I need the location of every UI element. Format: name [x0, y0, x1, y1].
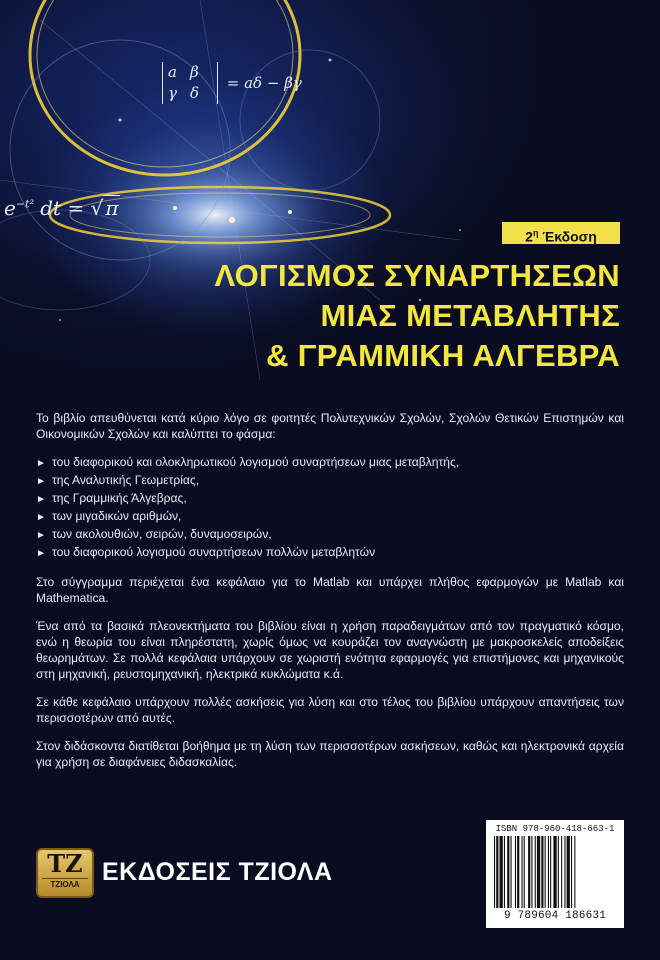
topic-text: του διαφορικού λογισμού συναρτήσεων πολλών μεταβλητών	[52, 545, 376, 559]
barcode-bar	[535, 836, 536, 908]
barcode-bar	[548, 836, 549, 908]
description-paragraph: Σε κάθε κεφάλαιο υπάρχουν πολλές ασκήσεις για λύση και στο τέλος του βιβλίου υπάρχουν απαντήσεις των περισσοτέρων από αυτές.	[36, 695, 624, 725]
barcode-bar	[524, 836, 525, 908]
publisher-name: ΕΚΔΟΣΕΙΣ ΤΖΙΟΛΑ	[102, 858, 333, 886]
edition-label: Έκδοση	[542, 228, 597, 245]
determinant-formula	[162, 62, 302, 104]
description-paragraph: Ένα από τα βασικά πλεονεκτήματα του βιβλίου είναι η χρήση παραδειγμάτων από τον πραγματικό κόσμο, ενώ η θεωρία του είναι πληρέστατη, χωρίς όμως να κουράζει τον αναγνώστη με μακροσκελείς αποδείξεις θεωρημάτων. Σε πολλά κεφάλαια υπάρχουν σε χωριστή ενότητα εφαρμογές για επιστήμονες και μηχανικούς στη μηχανική, ρευστομηχανική, ηλεκτρικά κυκλώματα κ.ά.	[36, 619, 624, 681]
book-title	[60, 256, 620, 376]
bullet-arrow-icon: ►	[36, 476, 46, 487]
bullet-arrow-icon: ►	[36, 548, 46, 559]
bullet-arrow-icon: ►	[36, 494, 46, 505]
topic-item	[36, 490, 624, 508]
barcode-bar	[515, 836, 516, 908]
publisher-logo	[36, 848, 94, 898]
gaussian-integral-formula	[4, 196, 120, 220]
barcode-bar	[494, 836, 495, 908]
logo-monogram: ΤΖ	[47, 849, 83, 878]
barcode-bar	[496, 836, 498, 908]
barcode-bar	[571, 836, 572, 908]
edition-superscript: η	[532, 228, 539, 238]
title-line-1: ΛΟΓΙΣΜΟΣ ΣΥΝΑΡΤΗΣΕΩΝ	[214, 258, 620, 293]
determinant-matrix	[162, 62, 218, 104]
topic-text: των ακολουθιών, σειρών, δυναμοσειρών,	[52, 527, 272, 541]
barcode-bar	[531, 836, 532, 908]
barcode-bar	[550, 836, 551, 908]
barcode-bar	[564, 836, 565, 908]
topic-item	[36, 472, 624, 490]
barcode-bar	[537, 836, 540, 908]
barcode-bar	[517, 836, 519, 908]
barcode-bars	[492, 836, 618, 910]
description-paragraph: Στο σύγγραμμα περιέχεται ένα κεφάλαιο για το Matlab και υπάρχει πλήθος εφαρμογών με Matlab και Mathematica.	[36, 575, 624, 605]
topic-item	[36, 454, 624, 472]
edition-number: 2	[525, 228, 533, 245]
description-paragraph: Στον διδάσκοντα διατίθεται βοήθημα με τη λύση των περισσοτέρων ασκήσεων, καθώς και ηλεκτρονικά αρχεία για χρήση σε διαφάνειες διδασκαλίας.	[36, 739, 624, 769]
integral-middle: dt =	[40, 196, 91, 220]
barcode-bar	[500, 836, 503, 908]
barcode-bar	[558, 836, 559, 908]
bullet-arrow-icon: ►	[36, 458, 46, 469]
matrix-cell: δ	[190, 84, 200, 102]
description-intro: Το βιβλίο απευθύνεται κατά κύριο λόγο σε φοιτητές Πολυτεχνικών Σχολών, Σχολών Θετικών Επιστημών και Οικονομικών Σχολών και καλύπτει το φάσμα:	[36, 411, 624, 441]
barcode-bar	[541, 836, 543, 908]
exp-base: e	[4, 196, 16, 220]
bullet-arrow-icon: ►	[36, 530, 46, 541]
isbn-barcode	[486, 820, 624, 928]
barcode-bar	[553, 836, 556, 908]
barcode-bar	[504, 836, 505, 908]
matrix-cell: β	[190, 63, 199, 81]
bullet-arrow-icon: ►	[36, 512, 46, 523]
sqrt-argument: π	[105, 196, 119, 220]
barcode-bar	[545, 836, 546, 908]
topic-text: του διαφορικού και ολοκληρωτικού λογισμού συναρτήσεων μιας μεταβλητής,	[52, 455, 460, 469]
topic-text: των μιγαδικών αριθμών,	[52, 509, 182, 523]
topic-item	[36, 526, 624, 544]
barcode-bar	[567, 836, 570, 908]
matrix-cell: γ	[168, 84, 177, 102]
barcode-bar	[522, 836, 523, 908]
barcode-bar	[574, 836, 575, 908]
topics-list	[36, 454, 624, 562]
barcode-bar	[528, 836, 530, 908]
title-line-3: & ΓΡΑΜΜΙΚΗ ΑΛΓΕΒΡΑ	[266, 338, 620, 373]
topic-text: της Αναλυτικής Γεωμετρίας,	[52, 473, 200, 487]
barcode-digits: 9 789604 186631	[503, 910, 607, 922]
barcode-bar	[507, 836, 509, 908]
book-description	[36, 410, 624, 782]
sqrt-symbol: √	[90, 196, 104, 220]
logo-text: ΤΖΙΟΛΑ	[42, 878, 88, 891]
isbn-label: ISBN 978-960-418-663-1	[495, 824, 615, 834]
title-line-2: ΜΙΑΣ ΜΕΤΑΒΛΗΤΗΣ	[320, 298, 620, 333]
barcode-bar	[561, 836, 562, 908]
determinant-result: = aδ − βγ	[226, 73, 302, 92]
matrix-cell: a	[168, 63, 177, 81]
barcode-bar	[511, 836, 512, 908]
edition-badge	[502, 222, 620, 244]
exp-power: −t²	[15, 197, 34, 211]
topic-item	[36, 508, 624, 526]
topic-text: της Γραμμικής Άλγεβρας,	[52, 491, 187, 505]
topic-item	[36, 544, 624, 562]
